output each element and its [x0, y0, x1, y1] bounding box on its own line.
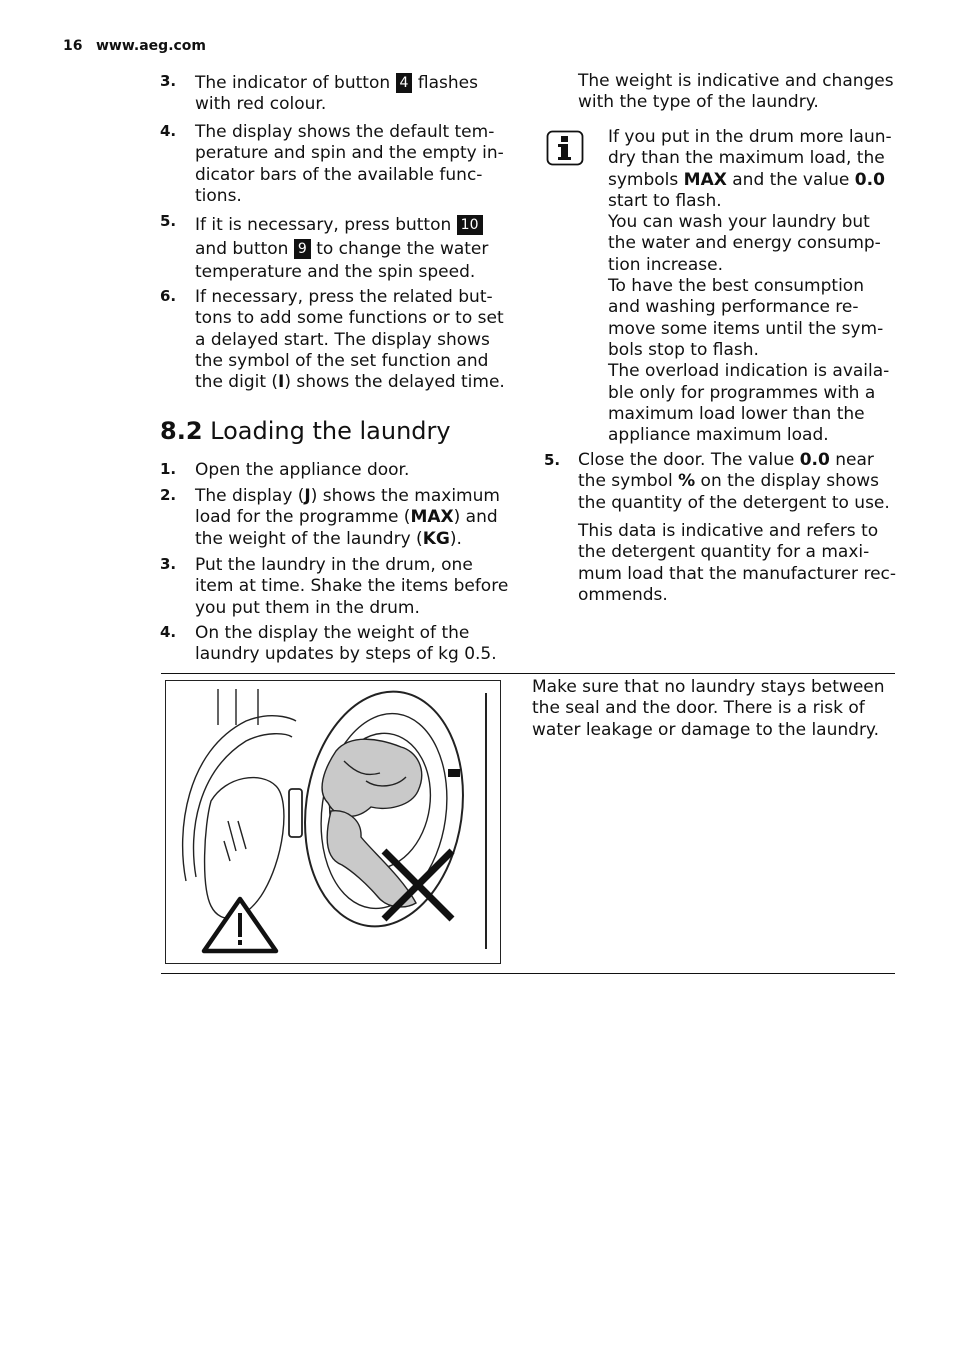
illustration-frame: [165, 680, 501, 964]
door-illustration: [166, 681, 500, 963]
site-url: www.aeg.com: [96, 38, 207, 54]
button-ref: 10: [457, 215, 483, 235]
step-number: 2.: [160, 486, 177, 504]
step-text: The indicator of button 4 flashes with red colour.: [195, 73, 478, 115]
step-number: 5.: [160, 212, 177, 230]
step-text: Close the door. The value 0.0 near the symbol % on the display shows the quantity of the detergent to use.: [578, 450, 890, 513]
step-text: If necessary, press the related but-tons to add some functions or to set a delayed start. The display shows the symbol of the set function and the digit (I) shows the delayed time.: [195, 287, 505, 393]
step-number: 4.: [160, 623, 177, 641]
warning-triangle-icon: [204, 899, 276, 951]
step-number: 6.: [160, 287, 177, 305]
step-text: Open the appliance door.: [195, 460, 410, 480]
section-heading: 8.2 Loading the laundry: [160, 417, 451, 445]
info-note: If you put in the drum more laun-dry than the maximum load, the symbols MAX and the value 0.0 start to flash. You can wash your laundry but the water and energy consump-tion increase. To have the best consumption and washing performance re-move some items until the sym-bols stop to flash. The overload indication is availa-ble only for programmes with a maximum load lower than the appliance maximum load.: [608, 127, 892, 446]
divider: [161, 973, 895, 974]
step-text: On the display the weight of the laundry updates by steps of kg 0.5.: [195, 623, 497, 665]
step-number: 5.: [544, 451, 561, 469]
step-number: 4.: [160, 122, 177, 140]
divider: [161, 673, 895, 674]
step-number: 3.: [160, 72, 177, 90]
step-text: The display shows the default tem-perature and spin and the empty in-dicator bars of the available func-tions.: [195, 122, 504, 206]
button-ref: 9: [294, 239, 311, 259]
step-number: 3.: [160, 555, 177, 573]
step-text: Put the laundry in the drum, one item at time. Shake the items before you put them in the drum.: [195, 555, 509, 618]
warning-text: Make sure that no laundry stays between the seal and the door. There is a risk of water leakage or damage to the laundry.: [532, 677, 885, 740]
button-ref: 4: [396, 73, 413, 93]
detergent-note: This data is indicative and refers to the detergent quantity for a maxi-mum load that the manufacturer rec-ommends.: [578, 521, 897, 605]
weight-note: The weight is indicative and changes with the type of the laundry.: [578, 71, 894, 113]
info-icon: [546, 130, 584, 166]
step-text: If it is necessary, press button 10 and button 9 to change the water temperature and the spin speed.: [195, 215, 489, 282]
step-number: 1.: [160, 460, 177, 478]
step-text: The display (J) shows the maximum load for the programme (MAX) and the weight of the laundry (KG).: [195, 486, 500, 549]
page-number: 16: [63, 38, 83, 54]
